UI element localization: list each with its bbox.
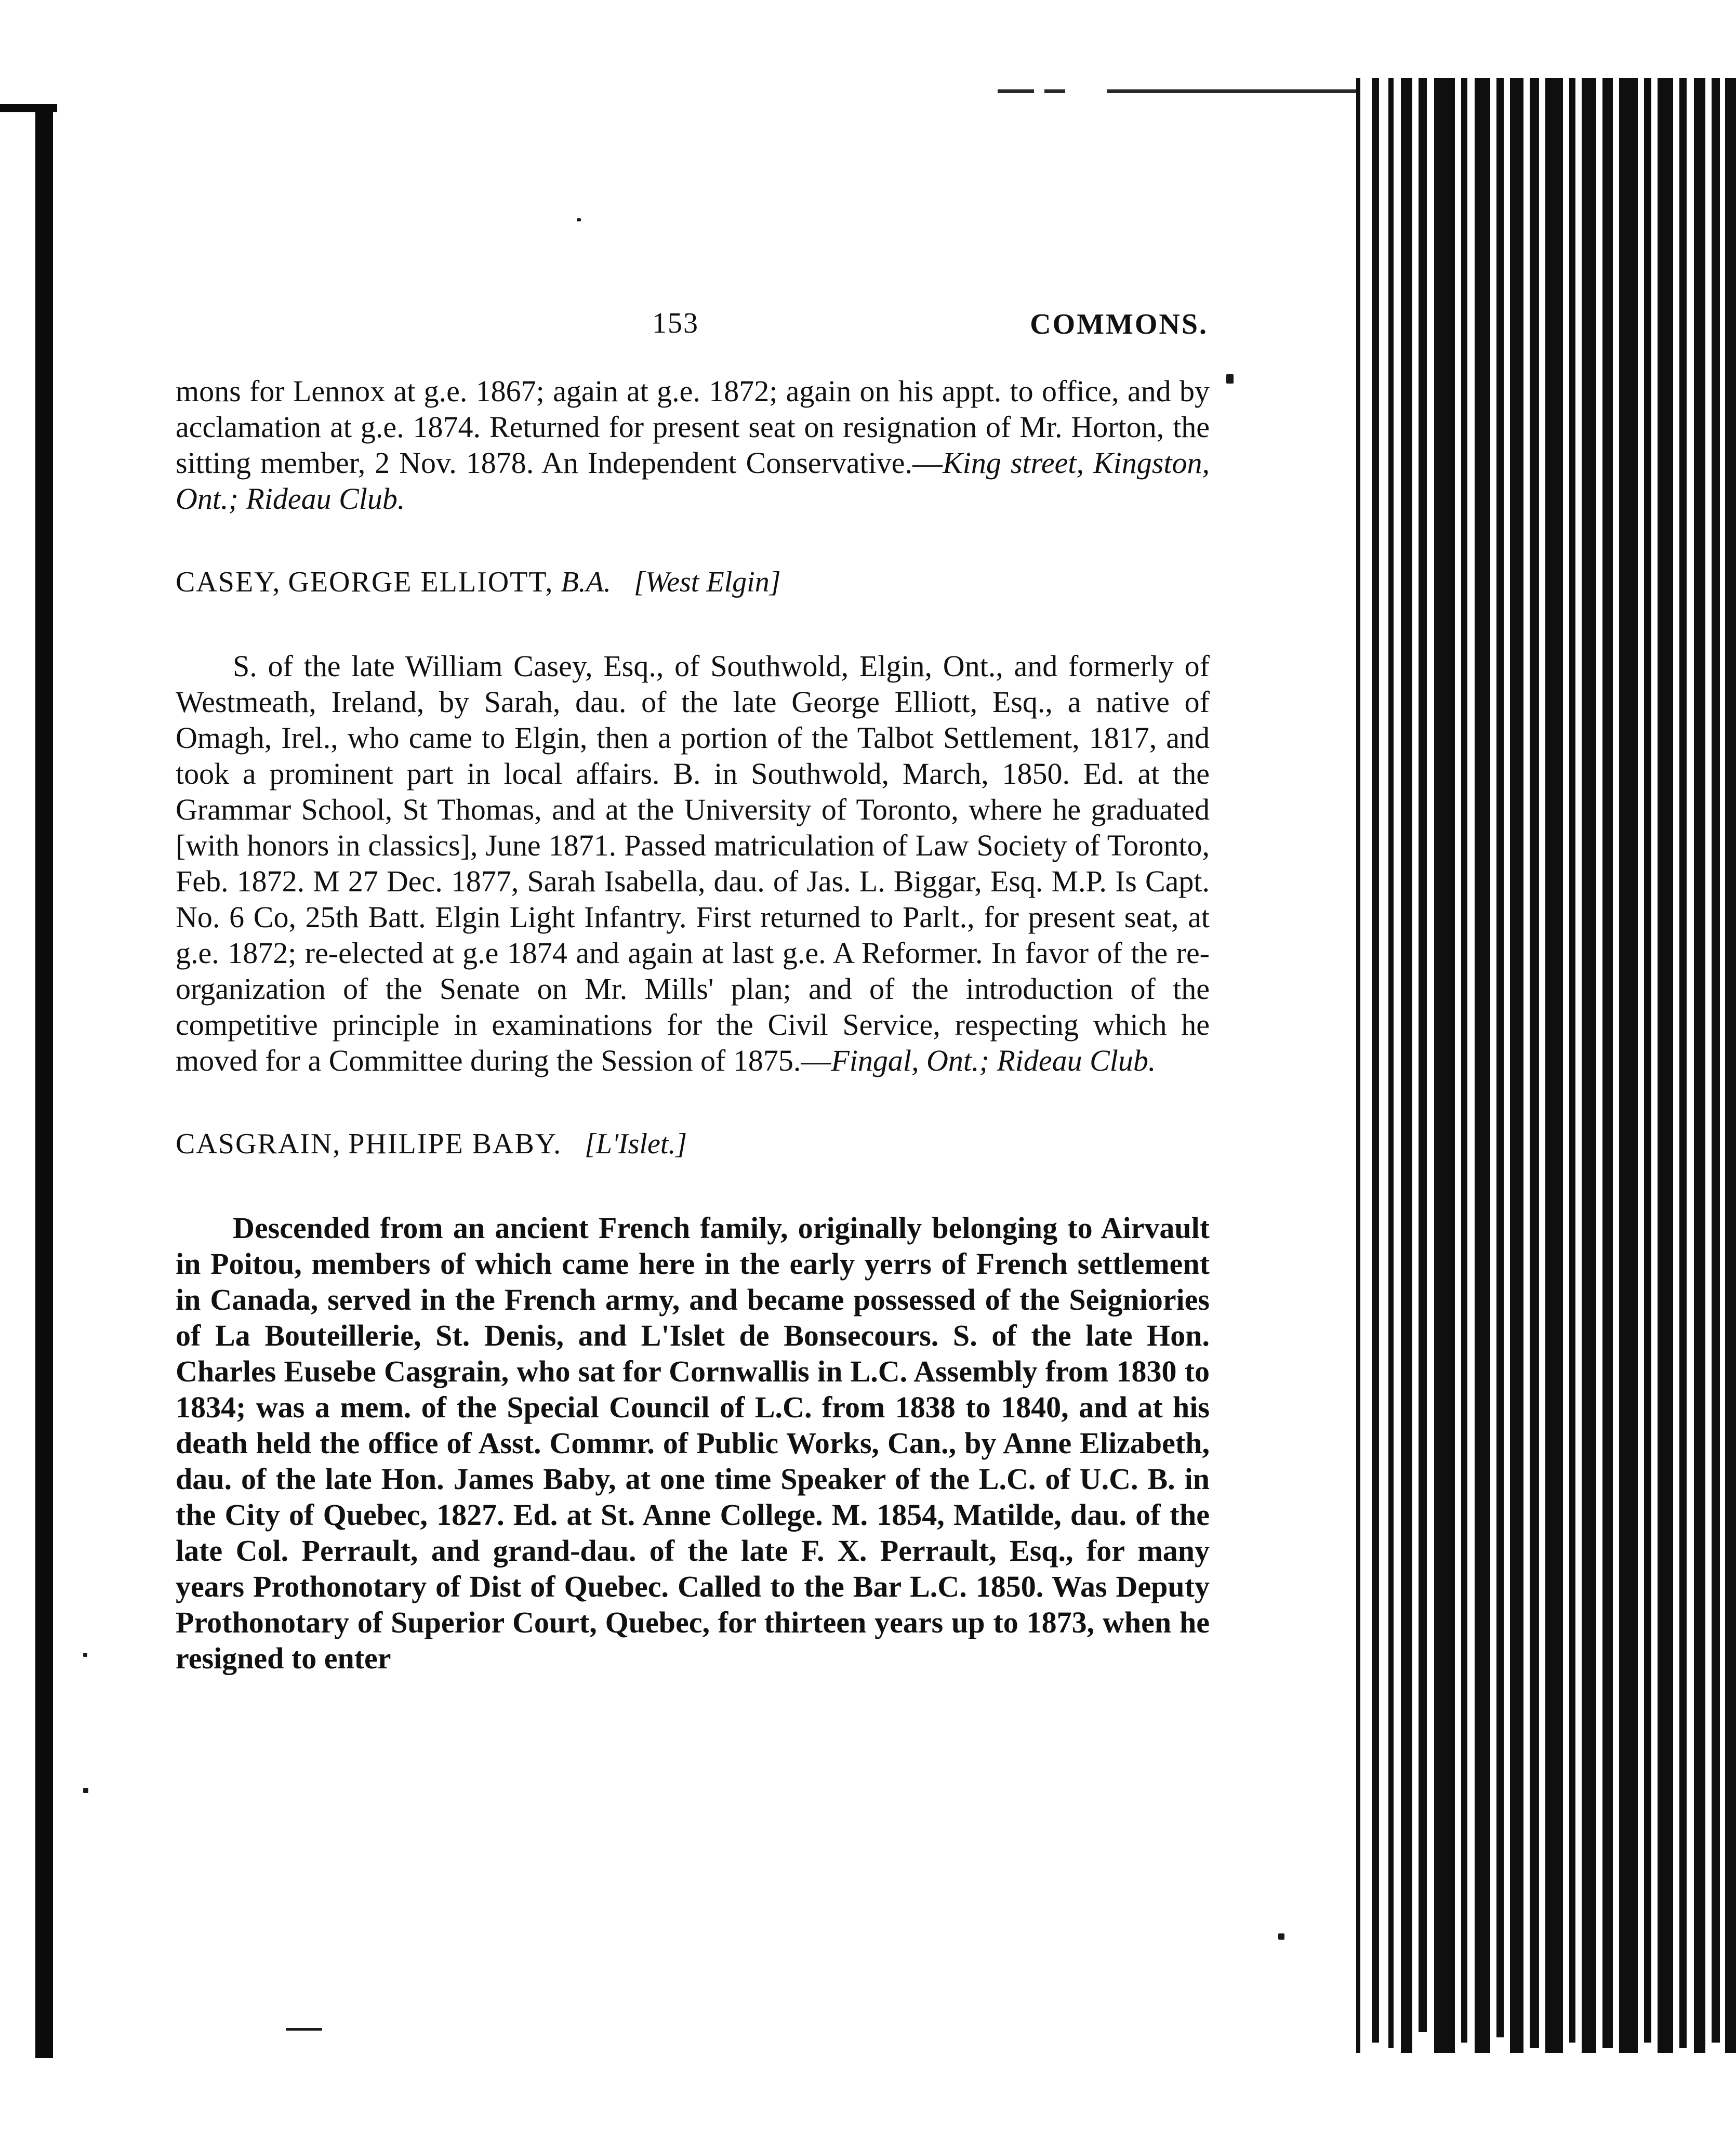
entry-constituency: [West Elgin] — [633, 566, 781, 598]
entry-given-names: GEORGE ELLIOTT, — [288, 566, 554, 598]
entry-surname: CASGRAIN, — [176, 1128, 341, 1160]
entry-surname: CASEY, — [176, 566, 281, 598]
scan-speck — [1226, 374, 1234, 384]
scan-speck — [577, 218, 581, 221]
entry-given-names: PHILIPE BABY. — [348, 1128, 562, 1160]
continuation-text: mons for Lennox at g.e. 1867; again at g.e. 1872; again on his appt. to office, and by acclamation at g.e. 1874. Returned for present seat on resignation of Mr. Horton, the sitting member, 2 Nov. 1878. An Independent Conservative.— — [176, 374, 1210, 480]
entry-biography-text: Descended from an ancient French family, originally belonging to Airvault in Poitou, members of which came here in the early yerrs of French settlement in Canada, served in the French army, and became possessed of the Seigniories of La Bouteillerie, St. Denis, and L'Islet de Bonsecours. S. of the late Hon. Charles Eusebe Casgrain, who sat for Cornwallis in L.C. Assembly from 1830 to 1834; was a mem. of the Special Council of L.C. from 1838 to 1840, and at his death held the office of Asst. Commr. of Public Works, Can., by Anne Elizabeth, dau. of the late Hon. James Baby, at one time Speaker of the L.C. of U.C. B. in the City of Quebec, 1827. Ed. at St. Anne College. M. 1854, Matilde, dau. of the late Col. Perrault, and grand-dau. of the late F. X. Perrault, Esq., for many years Prothonotary of Dist of Quebec. Called to the Bar L.C. 1850. Was Deputy Prothonotary of Superior Court, Quebec, for thirteen years up to 1873, when he resigned to enter — [176, 1211, 1210, 1675]
scan-speck — [1278, 1933, 1284, 1940]
page-fore-edge — [1351, 78, 1736, 2053]
scan-smudge — [1107, 89, 1356, 93]
entry-degree: B.A. — [561, 566, 611, 598]
scan-speck — [286, 2028, 322, 2031]
scan-speck — [83, 1653, 87, 1657]
entry-heading-casey — [176, 564, 1210, 600]
page-number: 153 — [652, 307, 699, 339]
binding-edge — [35, 104, 53, 2058]
continuation-address: King street, Kingston, Ont.; Rideau Club. — [176, 446, 1210, 516]
scan-smudge — [1044, 89, 1065, 93]
entry-biography-casgrain — [176, 1210, 1210, 1676]
entry-biography-casey — [176, 648, 1210, 1078]
entry-constituency: [L'Islet.] — [585, 1128, 687, 1160]
entry-address: Fingal, Ont.; Rideau Club. — [831, 1044, 1156, 1077]
continuation-paragraph — [176, 373, 1210, 517]
running-head-section: COMMONS. — [1030, 308, 1208, 340]
entry-heading-casgrain — [176, 1126, 1210, 1162]
scan-speck — [83, 1788, 88, 1793]
running-head — [177, 307, 1208, 348]
body-text — [176, 373, 1210, 1676]
entry-biography-text: S. of the late William Casey, Esq., of Southwold, Elgin, Ont., and formerly of Westmeath, Ireland, by Sarah, dau. of the late George Elliott, Esq., a native of Omagh, Irel., who came to Elgin, then a portion of the Talbot Settlement, 1817, and took a prominent part in local affairs. B. in Southwold, March, 1850. Ed. at the Grammar School, St Thomas, and at the University of Toronto, where he graduated [with honors in classics], June 1871. Passed matriculation of Law Society of Toronto, Feb. 1872. M 27 Dec. 1877, Sarah Isabella, dau. of Jas. L. Biggar, Esq. M.P. Is Capt. No. 6 Co, 25th Batt. Elgin Light Infantry. First returned to Parlt., for present seat, at g.e. 1872; re-elected at g.e 1874 and again at last g.e. A Reformer. In favor of the re-organization of the Senate on Mr. Mills' plan; and of the introduction of the competitive principle in examinations for the Civil Service, respecting which he moved for a Committee during the Session of 1875.— — [176, 649, 1210, 1077]
scan-smudge — [998, 89, 1034, 93]
